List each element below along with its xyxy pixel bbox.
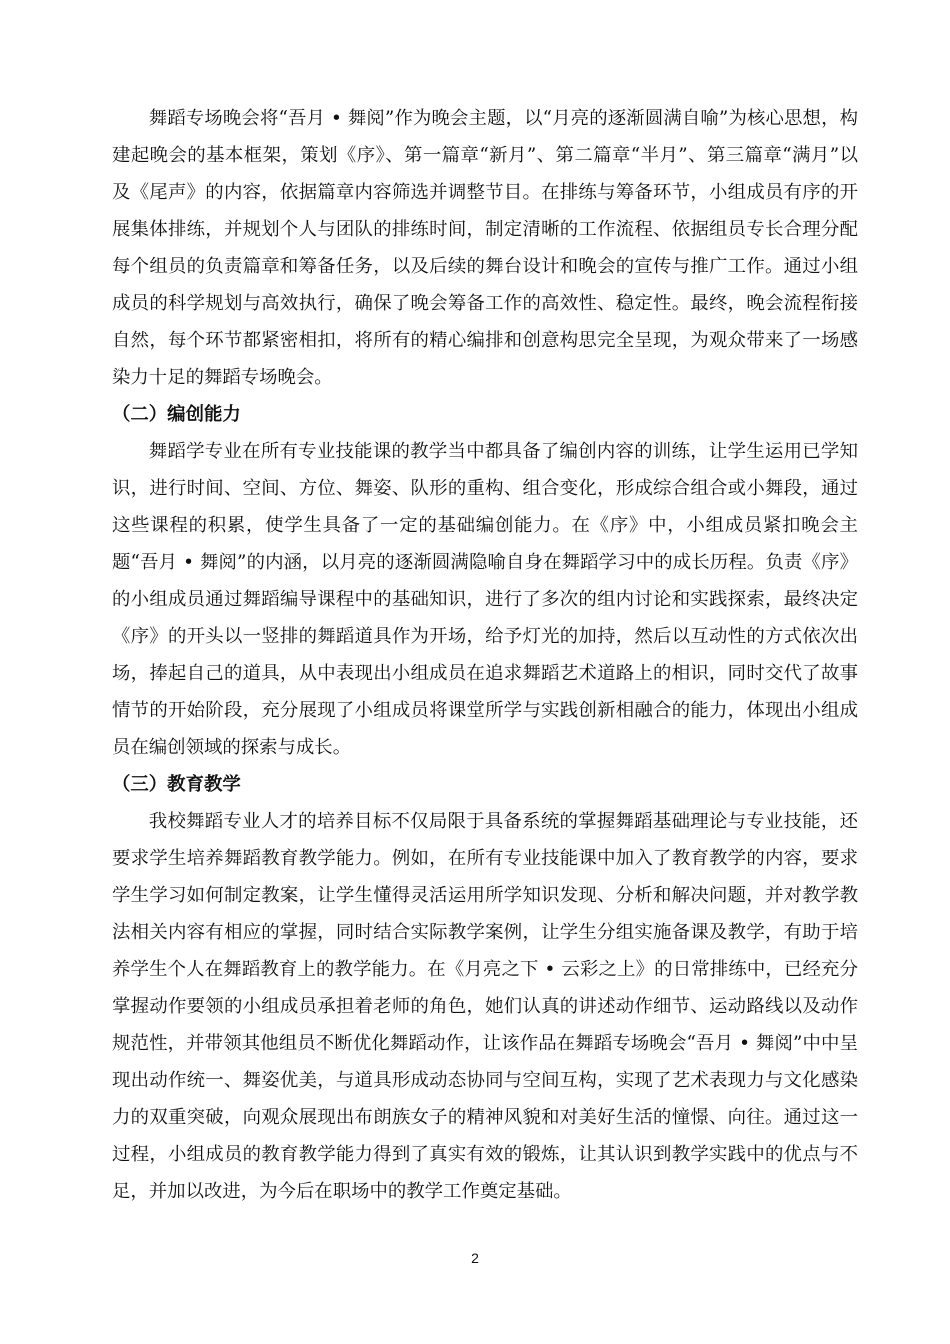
- document-body: [112, 100, 858, 1210]
- paragraph-education-teaching: 我校舞蹈专业人才的培养目标不仅局限于具备系统的掌握舞蹈基础理论与专业技能，还要求学生培养舞蹈教育教学能力。例如，在所有专业技能课中加入了教育教学的内容，要求学生学习如何制定教案，让学生懂得灵活运用所学知识发现、分析和解决问题，并对教学教法相关内容有相应的掌握，同时结合实际教学案例，让学生分组实施备课及教学，有助于培养学生个人在舞蹈教育上的教学能力。在《月亮之下 • 云彩之上》的日常排练中，已经充分掌握动作要领的小组成员承担着老师的角色，她们认真的讲述动作细节、运动路线以及动作规范性，并带领其他组员不断优化舞蹈动作，让该作品在舞蹈专场晚会“吾月 • 舞阅”中中呈现出动作统一、舞姿优美，与道具形成动态协同与空间互构，实现了艺术表现力与文化感染力的双重突破，向观众展现出布朗族女子的精神风貌和对美好生活的憧憬、向往。通过这一过程，小组成员的教育教学能力得到了真实有效的锻炼，让其认识到教学实践中的优点与不足，并加以改进，为今后在职场中的教学工作奠定基础。: [112, 811, 858, 1202]
- paragraph-event-planning: 舞蹈专场晚会将“吾月 • 舞阅”作为晚会主题，以“月亮的逐渐圆满自喻”为核心思想，构建起晚会的基本框架，策划《序》、第一篇章“新月”、第二篇章“半月”、第三篇章“满月”以及《尾声》的内容，依据篇章内容筛选并调整节目。在排练与筹备环节，小组成员有序的开展集体排练，并规划个人与团队的排练时间，制定清晰的工作流程、依据组员专长合理分配每个组员的负责篇章和筹备任务，以及后续的舞台设计和晚会的宣传与推广工作。通过小组成员的科学规划与高效执行，确保了晚会筹备工作的高效性、稳定性。最终，晚会流程衔接自然，每个环节都紧密相扣，将所有的精心编排和创意构思完全呈现，为观众带来了一场感染力十足的舞蹈专场晚会。: [112, 108, 858, 388]
- heading-choreography-ability: （二）编创能力: [112, 404, 241, 425]
- heading-education-teaching: （三）教育教学: [112, 774, 241, 795]
- page-number: 2: [471, 1250, 479, 1266]
- paragraph-choreography-ability: 舞蹈学专业在所有专业技能课的教学当中都具备了编创内容的训练，让学生运用已学知识，进行时间、空间、方位、舞姿、队形的重构、组合变化，形成综合组合或小舞段，通过这些课程的积累，使学生具备了一定的基础编创能力。在《序》中，小组成员紧扣晚会主题“吾月 • 舞阅”的内涵，以月亮的逐渐圆满隐喻自身在舞蹈学习中的成长历程。负责《序》的小组成员通过舞蹈编导课程中的基础知识，进行了多次的组内讨论和实践探索，最终决定《序》的开头以一竖排的舞蹈道具作为开场，给予灯光的加持，然后以互动性的方式依次出场，捧起自己的道具，从中表现出小组成员在追求舞蹈艺术道路上的相识，同时交代了故事情节的开始阶段，充分展现了小组成员将课堂所学与实践创新相融合的能力，体现出小组成员在编创领域的探索与成长。: [112, 441, 858, 758]
